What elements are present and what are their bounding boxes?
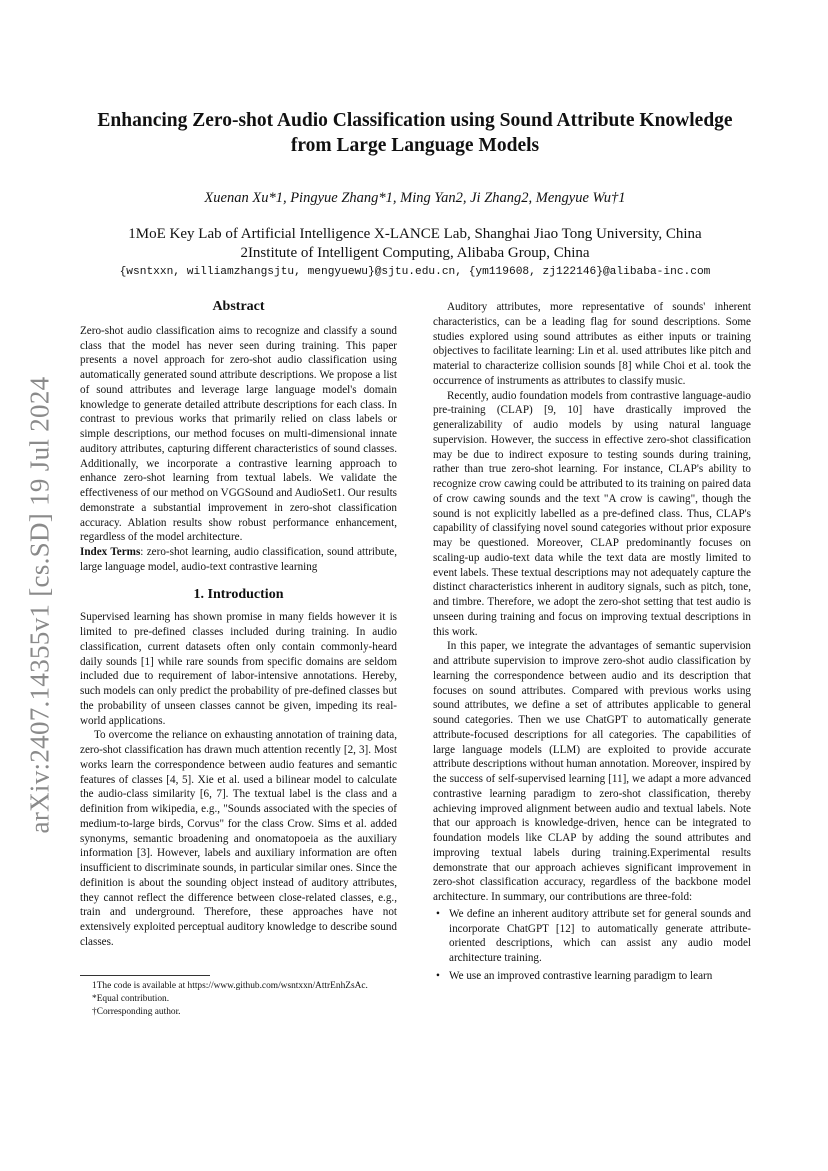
footnote-rule bbox=[80, 975, 210, 976]
right-column bbox=[433, 300, 751, 987]
right-paragraph-2: Recently, audio foundation models from contrastive language-audio pre-training (CLAP) [9, 10] have drastically improved the generalizability of audio models by using natural language supervision. However, the success in effective zero-shot classification may be due to indirect exposure to testing sounds during training, rather than true zero-shot learning. For instance, CLAP's ability to recognize crow cawing could be attributed to its training on paired data of crow cawing sounds and the text "A crow is cawing", though the sound is not explicitly labelled as a pre-defined class. Thus, CLAP's capability of classifying novel sound categories without prior exposure may be questioned. Moreover, CLAP predominantly focuses on scaling-up audio-text data while the text data are mostly limited to event labels. These textual descriptions may not adequately capture the distinct characteristics inherent in auditory signals, such as pitch, tone, and timbre. Therefore, we adopt the zero-shot setting that test audio is unseen during training and focus on improving textual descriptions in this work. bbox=[433, 389, 751, 638]
affiliation-1: 1MoE Key Lab of Artificial Intelligence X-LANCE Lab, Shanghai Jiao Tong University, China bbox=[128, 226, 702, 242]
footnote-equal-contribution: *Equal contribution. bbox=[92, 994, 170, 1004]
arxiv-stamp-text: arXiv:2407.14355v1 [cs.SD] 19 Jul 2024 bbox=[24, 376, 55, 834]
arxiv-stamp bbox=[22, 375, 58, 835]
index-terms-label: Index Terms bbox=[80, 546, 141, 558]
abstract-heading: Abstract bbox=[212, 299, 265, 314]
intro-paragraph-2: To overcome the reliance on exhausting annotation of training data, zero-shot classification has drawn much attention recently [2, 3]. Most works learn the correspondence between audio features and semantic features of classes [4, 5]. Xie et al. used a bilinear model to calculate the audio-class similarity [6, 7]. The textual label is the class and a definition from wikipedia, e.g., "Sounds associated with the species of medium-to-large birds, Corvus" for the class Crow. Sims et al. added synonyms, semantic broadening and onomatopoeia as the auxiliary information [3]. However, labels and auxiliary information are often insufficient to discriminate sounds, in particular similar ones. Since the definition is about the sounding object instead of auditory attributes, they cannot reflect the difference between close-related classes, e.g., train and underground. Therefore, these approaches have not extensively exploited perceptual auditory knowledge to describe sound classes. bbox=[80, 729, 397, 948]
footnote-code-link[interactable]: 1The code is available at https://www.github.com/wsntxxn/AttrEnhZsAc. bbox=[92, 981, 368, 991]
intro-paragraph-1: Supervised learning has shown promise in many fields however it is limited to pre-defined classes included during training. In audio classification, current datasets often only contain commonly-heard daily sounds [1] while rare sounds from specific domains are seldom included due to requirement of labor-intensive annotations. Hereby, such models can only predict the probability of pre-defined classes but the probability of unseen classes cannot be given, impeding its real-world applications. bbox=[80, 611, 397, 727]
contribution-item: • We define an inherent auditory attribute set for general sounds and incorporate ChatGPT [12] to automatically generate attribute-oriented descriptions, which can assist any audio model architecture training. bbox=[433, 907, 751, 966]
author-emails: {wsntxxn, williamzhangsjtu, mengyuewu}@sjtu.edu.cn, {ym119608, zj122146}@alibaba-inc.com bbox=[119, 266, 711, 278]
affiliation-2: 2Institute of Intelligent Computing, Alibaba Group, China bbox=[240, 245, 590, 261]
right-paragraph-3: In this paper, we integrate the advantages of semantic supervision and attribute supervision to improve zero-shot audio classification by learning the correspondence between audio and its description that focuses on sound attributes. Compared with previous works using sound attributes, we define a set of attributes applicable to general sound categories. Then we use ChatGPT to automatically generate attribute-focused descriptions for all categories. The capabilities of large language models (LLM) are exploited to provide accurate attribute descriptions without human annotation. Moreover, inspired by the success of self-supervised learning [11], we adapt a more advanced contrastive learning paradigm to zero-shot classification, thereby achieving improved alignment between audio and textual labels. Note that our approach is knowledge-driven, hence can be integrated to foundation models like CLAP by adding the sound attributes and improving textual labels during training.Experimental results demonstrate that our approach achieves significant improvement in zero-shot classification accuracy, regardless of the backbone model architecture. In summary, our contributions are three-fold: bbox=[433, 640, 751, 903]
right-paragraph-1: Auditory attributes, more representative of sounds' inherent characteristics, can be a leading flag for sound descriptions. Some studies explored using sound attributes as either inputs or training objectives to facilitate learning: Lin et al. used attributes like pitch and material to characterize collision sounds [8] while Choi et al. took the occurrence of instruments as attributes to classify music. bbox=[433, 301, 751, 387]
contribution-list bbox=[433, 907, 751, 984]
footnote-corresponding-author: †Corresponding author. bbox=[92, 1007, 181, 1017]
index-terms bbox=[80, 545, 397, 575]
contribution-item: • We use an improved contrastive learning paradigm to learn bbox=[433, 969, 751, 984]
abstract-text: Zero-shot audio classification aims to recognize and classify a sound class that the model has never seen during training. This paper presents a novel approach for zero-shot audio classification using automatically generated sound attribute descriptions. We propose a list of sound attributes and leverage large language model's domain knowledge to generate detailed attribute descriptions for each class. In contrast to previous works that primarily relied on class labels or simple descriptions, our method focuses on multi-dimensional innate auditory attributes, capturing different characteristics of sound classes. Additionally, we incorporate a contrastive learning approach to enhance zero-shot learning from textual labels. We validate the effectiveness of our method on VGGSound and AudioSet1. Our results demonstrate a substantial improvement in zero-shot classification accuracy. Ablation results show robust performance enhancement, regardless of the model architecture. bbox=[80, 324, 397, 544]
left-column bbox=[80, 300, 397, 950]
affiliations bbox=[70, 225, 760, 263]
index-terms-text: : zero-shot learning, audio classification, sound attribute, large language model, audio-text contrastive learning bbox=[80, 546, 397, 573]
title-line-2: from Large Language Models bbox=[290, 135, 540, 156]
author-list bbox=[70, 190, 760, 207]
paper-title bbox=[70, 108, 760, 158]
footnotes bbox=[80, 975, 397, 1019]
authors-text: Xuenan Xu*1, Pingyue Zhang*1, Ming Yan2, Ji Zhang2, Mengyue Wu†1 bbox=[204, 190, 626, 206]
title-line-1: Enhancing Zero-shot Audio Classification using Sound Attribute Knowledge bbox=[97, 110, 733, 131]
introduction-heading: 1. Introduction bbox=[193, 586, 284, 602]
